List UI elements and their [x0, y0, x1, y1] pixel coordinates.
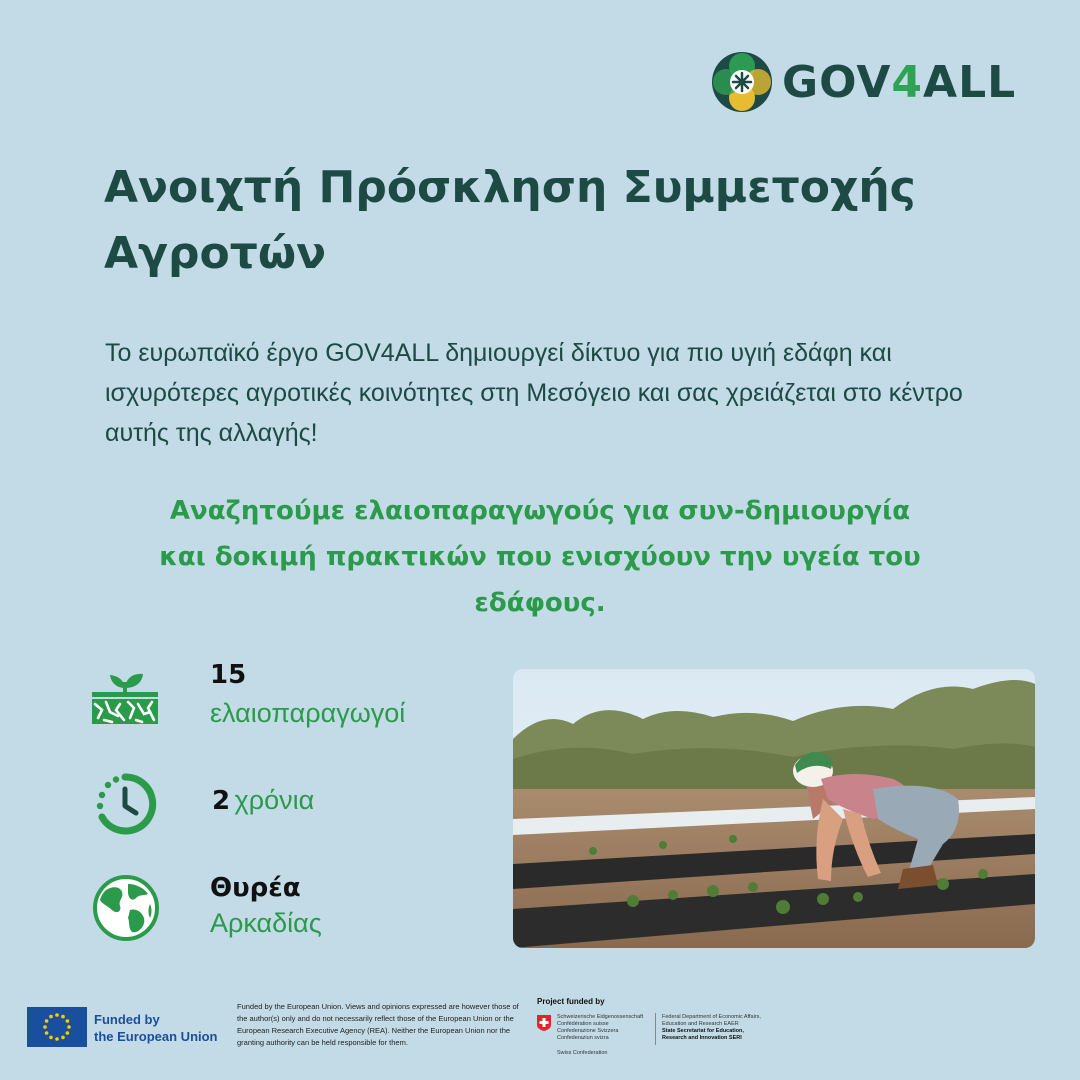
duration-unit: χρόνια	[234, 785, 315, 815]
logo-part-gov: GOV	[782, 56, 892, 108]
farmer-photo	[513, 669, 1035, 948]
eu-label-line2: the European Union	[94, 1029, 218, 1044]
swiss-name-de: Schweizerische Eidgenossenschaft	[557, 1014, 644, 1020]
call-highlight: Αναζητούμε ελαιοπαραγωγούς για συν-δημιουργία και δοκιμή πρακτικών που ενισχύουν την υγεία του εδάφους.	[159, 496, 921, 618]
location-town: Θυρέα	[210, 873, 301, 903]
duration	[212, 785, 314, 816]
logo-wordmark	[782, 57, 1016, 108]
seri-line2: Education and Research EAER	[662, 1021, 739, 1027]
logo-part-four: 4	[891, 56, 924, 108]
seri-line3: State Secretariat for Education,	[662, 1028, 744, 1034]
seri-label	[662, 1014, 761, 1042]
clock-history-icon	[92, 771, 158, 837]
eu-disclaimer: Funded by the European Union. Views and opinions expressed are however those of the author(s) only and do not necessarily reflect those of the European Union or the European Research Executive Agency (REA). Neither the European Union nor the granting authority can be held responsible for them.	[237, 1002, 519, 1047]
swiss-funding-heading: Project funded by	[537, 997, 605, 1006]
swiss-name-en: Swiss Confederation	[557, 1050, 608, 1056]
swiss-flag-icon	[537, 1015, 551, 1031]
swiss-confederation-names	[557, 1014, 643, 1042]
duration-value: 2	[212, 786, 231, 816]
intro-paragraph: Το ευρωπαϊκό έργο GOV4ALL δημιουργεί δίκτυο για πιο υγιή εδάφη και ισχυρότερες αγροτικές κοινότητες στη Μεσόγειο και σας χρειάζεται στο κέντρο αυτής της αλλαγής!	[105, 339, 963, 447]
swiss-name-fr: Confédération suisse	[557, 1021, 609, 1027]
globe-icon	[92, 874, 160, 942]
eu-funding-label	[94, 1011, 218, 1045]
farmers-label: ελαιοπαραγωγοί	[210, 698, 406, 728]
seri-line1: Federal Department of Economic Affairs,	[662, 1014, 761, 1020]
swiss-name-it: Confederazione Svizzera	[557, 1028, 619, 1034]
gov4all-logo	[710, 50, 1016, 114]
page-title: Ανοιχτή Πρόσκληση Συμμετοχής Αγροτών	[104, 162, 916, 279]
farmers-count: 15	[210, 660, 247, 690]
eu-label-line1: Funded by	[94, 1012, 160, 1027]
swiss-divider	[655, 1013, 656, 1045]
sprout-soil-icon	[90, 668, 160, 726]
location-region: Αρκαδίας	[210, 908, 322, 938]
logo-part-all: ALL	[923, 56, 1017, 108]
eu-flag-icon	[27, 1007, 87, 1047]
gov4all-emblem-icon	[710, 50, 774, 114]
seri-line4: Research and Innovation SERI	[662, 1035, 742, 1041]
swiss-name-rm: Confederaziun svizra	[557, 1035, 609, 1041]
